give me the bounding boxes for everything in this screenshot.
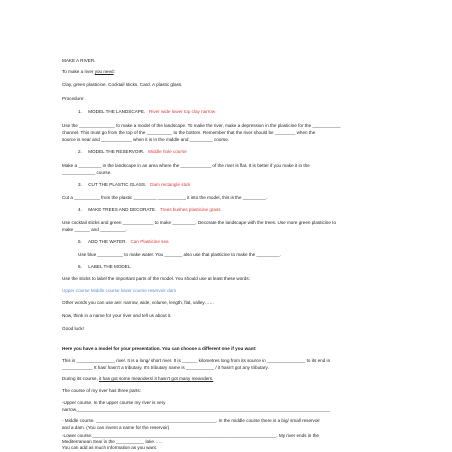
step-5-word-bank: Can Plasticine sea <box>130 239 169 244</box>
three-parts: The course of my river has three parts: <box>62 388 141 393</box>
model-heading: Here you have a model for your presentation. You can choose a different one if you want: <box>62 346 257 351</box>
need-suffix: : <box>113 69 115 74</box>
course-line <box>62 376 213 382</box>
step-6-heading <box>78 264 132 270</box>
need-link: you need <box>94 69 114 74</box>
course-link: it has got some meanders/ it hasn't got many meanders. <box>99 376 214 381</box>
step-6-number: 6. <box>78 264 82 269</box>
step-1-line-1: Use the ______________ to make a model of the landscape. To make the river, make a depression in the plasticine for the ___________ <box>62 123 341 128</box>
step-5-heading <box>78 239 169 245</box>
lower-course-line-1: -Lower course.________________________________________________________________________. My river ends in the <box>62 433 319 438</box>
more-info: You can add as much information as you want. <box>62 445 158 450</box>
step-4-number: 4. <box>78 207 82 212</box>
step-4-line-1: Use cocktail sticks and green ____________ to make _________. Decorate the landscape with the trees. Use more green plasticine to <box>62 220 337 225</box>
procedure-heading: Procedure: <box>62 96 85 101</box>
step-1-heading <box>78 109 215 115</box>
lower-course-line-2: Mediterranean Sea/ in the ___________ lake…… <box>62 439 164 444</box>
step-6-title: LABEL THE MODEL. <box>88 264 132 269</box>
other-words: Other words you can use are: narrow, wide, volume, length, flat, valley…… <box>62 300 214 305</box>
course-prefix: During its course, <box>62 376 100 381</box>
step-1-line-3: source is near and ____________ when it is in the middle and _________ course. <box>62 137 230 142</box>
worksheet-title: MAKE A RIVER. <box>62 58 96 63</box>
good-luck: Good luck! <box>62 326 84 331</box>
model-line-2: ____________ It has/ hasn't a tributary. It's tributary name is ___________ / it hasn't got any tributary. <box>62 365 269 370</box>
step-4-word-bank: Trees bushes plasticine grass <box>159 207 221 212</box>
step-1-word-bank: River wide lower top clay narrow <box>149 109 216 114</box>
upper-course-line-2: narrow,___________________________________________________________________________________________________ <box>62 407 330 412</box>
upper-course-line-1: -Upper course. In the upper course my river is very <box>62 400 166 405</box>
step-3-word-bank: Dam rectangle stick <box>150 182 191 187</box>
step-2-heading <box>78 149 187 155</box>
step-3-number: 3. <box>78 182 82 187</box>
step-6-line-1: Use the sticks to label the important parts of the model. You should use at least these words: <box>62 276 250 281</box>
step-4-heading <box>78 207 221 213</box>
model-line-1: This is _______________ river. It is a long/ short river. It is ______ kilometres long from its source in _______________ to its end in <box>62 358 331 363</box>
step-1-number: 1. <box>78 109 82 114</box>
middle-course-line-2: and a dam. (You can invent a name for the reservoir) <box>62 425 170 430</box>
think-name: Now, think in a name for your river and tell us about it. <box>62 313 172 318</box>
step-4-title: MAKE TREES AND DECORATE. <box>88 207 157 212</box>
step-2-number: 2. <box>78 149 82 154</box>
middle-course-line-1: - Middle course. _______________________________________________. In the middle course there is a big/ small reservoir <box>62 418 320 423</box>
need-prefix: To make a river <box>62 69 95 74</box>
step-5-line-1: Use blue __________ to make water. You _______ also use that plasticine to make the _________. <box>78 252 281 257</box>
step-2-word-bank: Middle hole course <box>148 149 187 154</box>
materials-list: Clay, green plasticine. Cocktail sticks. Card. A plastic glass. <box>62 82 183 87</box>
step-5-number: 5. <box>78 239 82 244</box>
step-3-heading <box>78 182 190 188</box>
step-4-line-2: make ______ and __________. <box>62 227 127 232</box>
step-1-line-2: channel. This must go from the top of the __________ to the bottom. Remember that the river should be ________ when the <box>62 130 316 135</box>
step-3-title: CUT THE PLASTIC GLASS. <box>88 182 147 187</box>
materials-intro <box>62 69 115 75</box>
step-2-line-1: Make a _________ in the landscape in an area where the ____________ of the river is flat. It is better if you make it in the <box>62 163 310 168</box>
step-1-title: MODEL THE LANDSCAPE. <box>88 109 146 114</box>
step-2-title: MODEL THE RESERVOIR. <box>88 149 145 154</box>
step-3-line-1: Cut a __________ from the plastic _________ ___________ it into the model, this is the _________. <box>62 195 268 200</box>
step-2-line-2: _____________ course. <box>62 170 112 175</box>
step-5-title: ADD THE WATER. <box>87 239 127 244</box>
step-6-label-words: Upper course Middle course lower course reservoir dam <box>62 288 177 293</box>
